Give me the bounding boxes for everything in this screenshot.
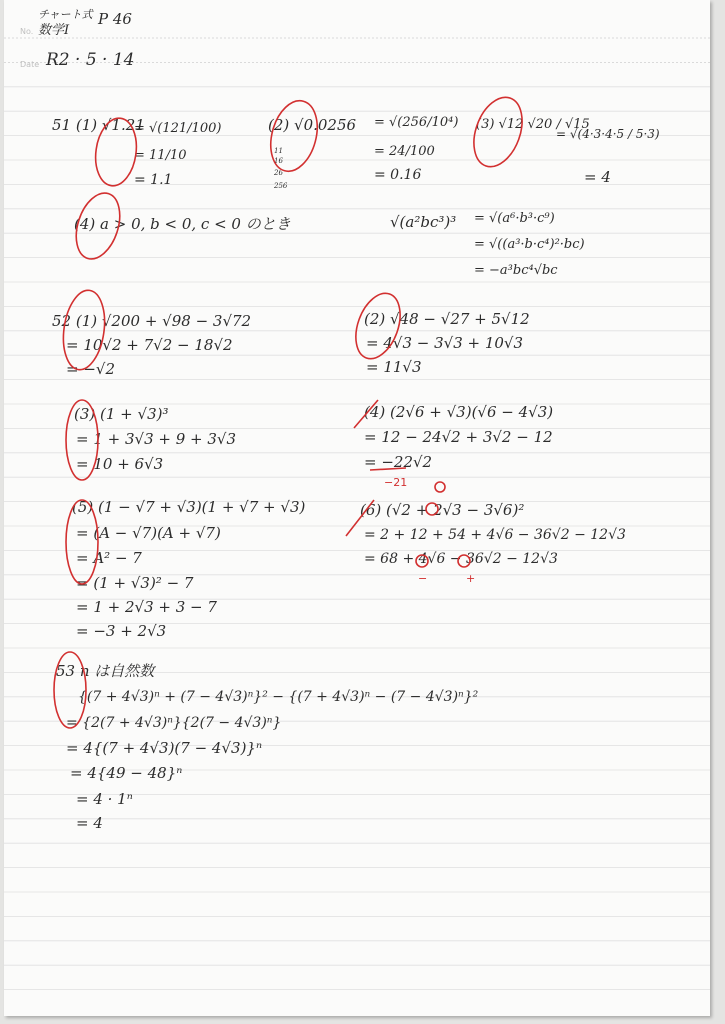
p51-3-line2: = √(4·3·4·5 / 5·3) [556, 127, 660, 141]
p52-6-line2: = 2 + 12 + 54 + 4√6 − 36√2 − 12√3 [364, 527, 626, 543]
p53-line1: 53 n は自然数 [56, 662, 155, 680]
p52-3-line2: = 1 + 3√3 + 9 + 3√3 [76, 430, 237, 448]
p52-6-line3: = 68 + 4√6 − 36√2 − 12√3 [364, 551, 558, 567]
p52-2-line1: (2) √48 − √27 + 5√12 [364, 310, 530, 328]
p52-1-line1: 52 (1) √200 + √98 − 3√72 [52, 312, 252, 330]
p51-margin-2: 16 [274, 157, 283, 165]
p51-2-line2: = √(256/10⁴) [374, 115, 459, 130]
p51-1-line3: = 11/10 [134, 148, 187, 163]
p52-3-line1: (3) (1 + √3)³ [74, 405, 169, 423]
p52-5-line2: = (A − √7)(A + √7) [76, 524, 221, 542]
p52-5-line5: = 1 + 2√3 + 3 − 7 [76, 598, 217, 616]
p52-5-line4: = (1 + √3)² − 7 [76, 574, 194, 592]
p52-4-line3: = −22√2 [364, 453, 433, 471]
p52-2-line3: = 11√3 [366, 358, 422, 376]
p53-line2: {(7 + 4√3)ⁿ + (7 − 4√3)ⁿ}² − {(7 + 4√3)ⁿ − (7 − 4√3)ⁿ}² [78, 689, 479, 705]
p51-3-line1: (3) √12 √20 / √15 [476, 117, 590, 132]
subject-name: 数学Ⅰ [38, 23, 70, 38]
p53-line3: = {2(7 + 4√3)ⁿ}{2(7 − 4√3)ⁿ} [66, 715, 282, 731]
p52-5-line1: (5) (1 − √7 + √3)(1 + √7 + √3) [72, 498, 306, 516]
p52-2-line2: = 4√3 − 3√3 + 10√3 [366, 334, 524, 352]
p51-1-line2: = √(121/100) [134, 121, 222, 136]
p51-margin-4: 256 [274, 182, 288, 190]
p53-line4: = 4{(7 + 4√3)(7 − 4√3)}ⁿ [66, 739, 263, 757]
notebook-page [4, 0, 710, 1016]
p52-4-line1: (4) (2√6 + √3)(√6 − 4√3) [364, 403, 554, 421]
p51-3-line3: = 4 [584, 168, 611, 186]
p52-6-line1: (6) (√2 + 2√3 − 3√6)² [360, 501, 525, 519]
p53-line7: = 4 [76, 814, 103, 832]
p53-line6: = 4 · 1ⁿ [76, 790, 133, 808]
p52-4-line2: = 12 − 24√2 + 3√2 − 12 [364, 428, 553, 446]
p51-4-line5: = −a³bc⁴√bc [474, 263, 558, 278]
p51-margin-3: 26 [274, 169, 283, 177]
p52-5-line6: = −3 + 2√3 [76, 622, 167, 640]
page-ref: P 46 [98, 10, 132, 28]
p52-1-line2: = 10√2 + 7√2 − 18√2 [66, 336, 233, 354]
p51-margin-1: 11 [274, 147, 283, 155]
p51-2-line3: = 24/100 [374, 144, 435, 159]
p51-1-line4: = 1.1 [134, 172, 173, 188]
p51-4-line1: (4) a > 0, b < 0, c < 0 のとき [74, 215, 291, 233]
date-value: R2 · 5 · 14 [46, 50, 135, 70]
p52-3-line3: = 10 + 6√3 [76, 455, 164, 473]
p51-4-line2: √(a²bc³)³ [390, 213, 457, 231]
book-name: チャート式 [38, 8, 93, 21]
p51-2-line4: = 0.16 [374, 167, 422, 183]
p52-6-mark-minus: − [418, 572, 428, 585]
p53-line5: = 4{49 − 48}ⁿ [70, 764, 183, 782]
p51-4-line3: = √(a⁶·b³·c⁹) [474, 211, 555, 226]
p51-2-line1: (2) √0.0256 [268, 116, 357, 134]
p52-5-line3: = A² − 7 [76, 549, 142, 567]
p51-1-line1: 51 (1) √1.21 [52, 116, 145, 134]
no-label: No. [20, 27, 34, 36]
p52-6-mark-plus: + [466, 572, 476, 585]
p52-4-correction: −21 [384, 476, 408, 489]
p52-1-line3: = −√2 [66, 360, 116, 378]
date-label: Date [20, 60, 40, 69]
p51-4-line4: = √((a³·b·c⁴)²·bc) [474, 237, 585, 252]
